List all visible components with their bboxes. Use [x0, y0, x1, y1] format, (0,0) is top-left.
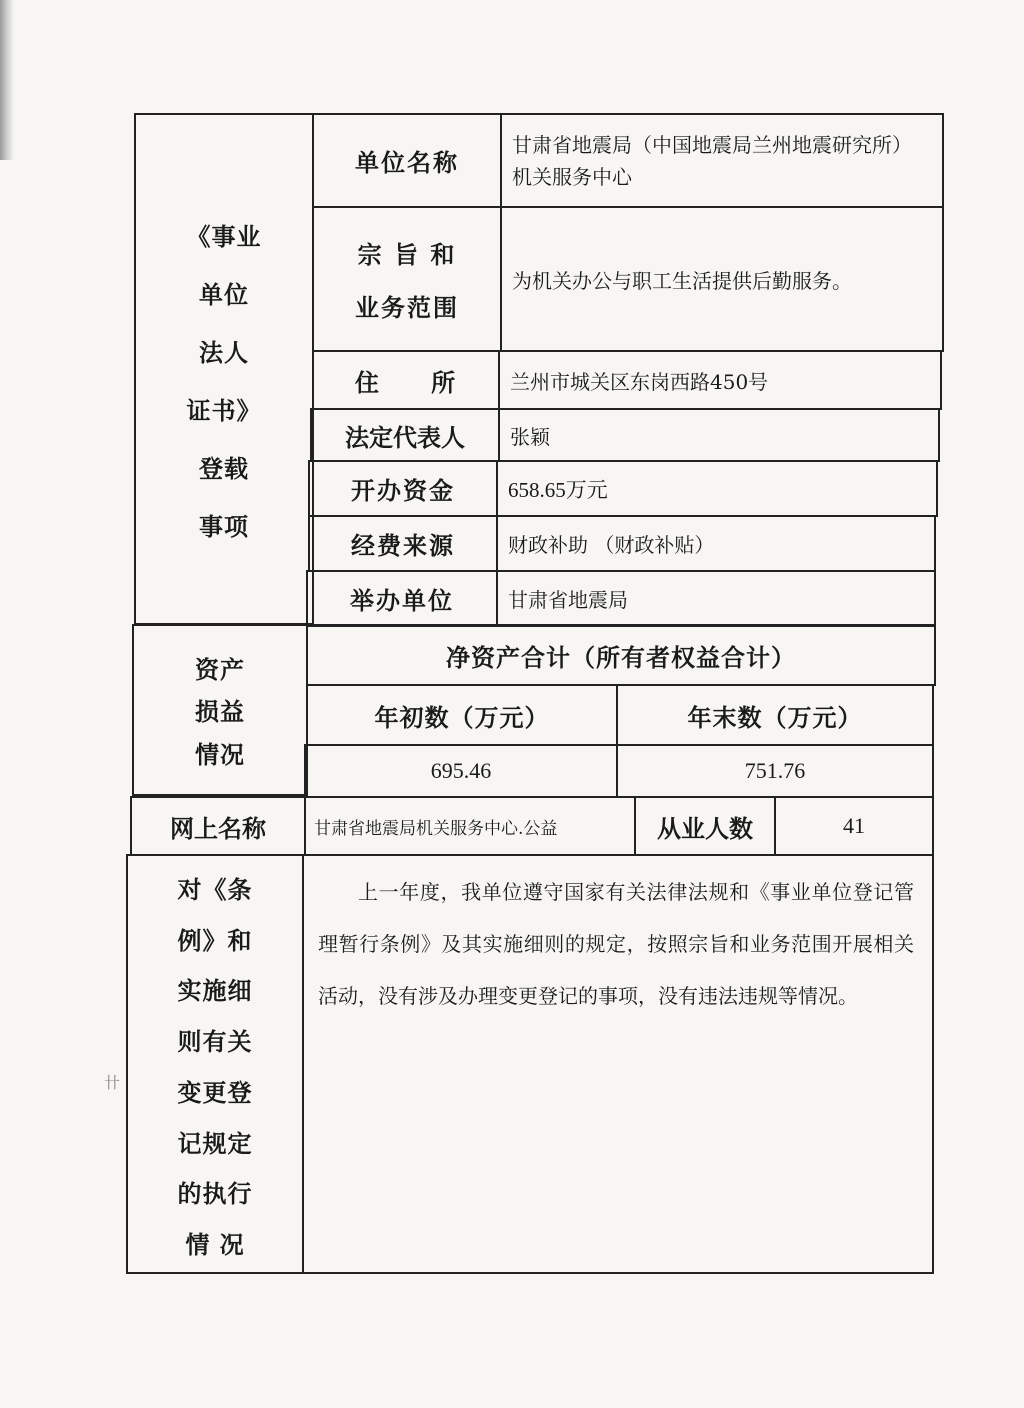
purpose-label-line: 业务范围: [355, 293, 459, 322]
sponsor-unit-value: 甘肃省地震局: [496, 570, 936, 627]
assets-section-label: [132, 624, 308, 796]
address-label-text: 住 所: [354, 367, 458, 397]
scan-edge-shadow: [0, 0, 14, 160]
purpose-scope-label: [312, 206, 502, 352]
legal-rep-value: 张颖: [498, 408, 940, 462]
online-name-value: 甘肃省地震局机关服务中心.公益: [304, 796, 636, 856]
purpose-scope-value: 为机关办公与职工生活提供后勤服务。: [500, 206, 944, 352]
legal-rep-label: 法定代表人: [310, 408, 500, 462]
purpose-label-line: 宗 旨 和: [357, 240, 457, 269]
staff-count-label: 从业人数: [634, 796, 776, 856]
staff-count-value: 41: [774, 796, 934, 856]
section-label-line: 《事业: [186, 221, 262, 251]
net-assets-header: 净资产合计（所有者权益合计）: [306, 624, 936, 686]
section-label-line: 证书》: [186, 395, 262, 425]
section-label-line: 登载: [199, 453, 249, 483]
compliance-label-line: 则有关: [177, 1027, 253, 1057]
address-value: 兰州市城关区东岗西路450号: [498, 350, 942, 410]
start-of-year-value: 695.46: [304, 744, 618, 798]
compliance-section-label: [126, 854, 304, 1274]
compliance-label-line: 记规定: [177, 1128, 253, 1158]
unit-name-value: 甘肃省地震局（中国地震局兰州地震研究所）机关服务中心: [500, 113, 944, 208]
address-label: [312, 350, 500, 410]
funding-source-value: 财政补助 （财政补贴）: [496, 515, 936, 572]
unit-name-label: 单位名称: [312, 113, 502, 208]
section-label-line: 单位: [199, 279, 249, 309]
assets-label-line: 情况: [195, 740, 245, 770]
assets-label-line: 损益: [195, 697, 245, 727]
sponsor-unit-label: 举办单位: [306, 570, 498, 627]
scan-binding-mark: 卄: [104, 1073, 121, 1092]
end-of-year-value: 751.76: [616, 744, 934, 798]
registration-section-label: [134, 113, 314, 625]
assets-label-line: 资产: [195, 654, 245, 684]
online-name-label: 网上名称: [130, 796, 306, 856]
compliance-label-line: 的执行: [177, 1179, 253, 1209]
compliance-text: 上一年度，我单位遵守国家有关法律法规和《事业单位登记管理暂行条例》及其实施细则的规定，按照宗旨和业务范围开展相关活动，没有涉及办理变更登记的事项，没有违法违规等情况。: [302, 854, 934, 1274]
compliance-label-line: 例》和: [177, 925, 253, 955]
compliance-label-line: 变更登: [177, 1077, 253, 1107]
compliance-label-line: 情 况: [185, 1229, 245, 1259]
compliance-label-line: 对《条: [177, 875, 253, 904]
start-of-year-header: 年初数（万元）: [306, 684, 618, 746]
end-of-year-header: 年末数（万元）: [616, 684, 934, 746]
funding-source-label: 经费来源: [308, 515, 498, 572]
capital-label: 开办资金: [308, 460, 498, 517]
section-label-line: 法人: [199, 337, 249, 367]
capital-value: 658.65万元: [496, 460, 938, 517]
compliance-label-line: 实施细: [177, 976, 253, 1006]
section-label-line: 事项: [199, 511, 249, 541]
